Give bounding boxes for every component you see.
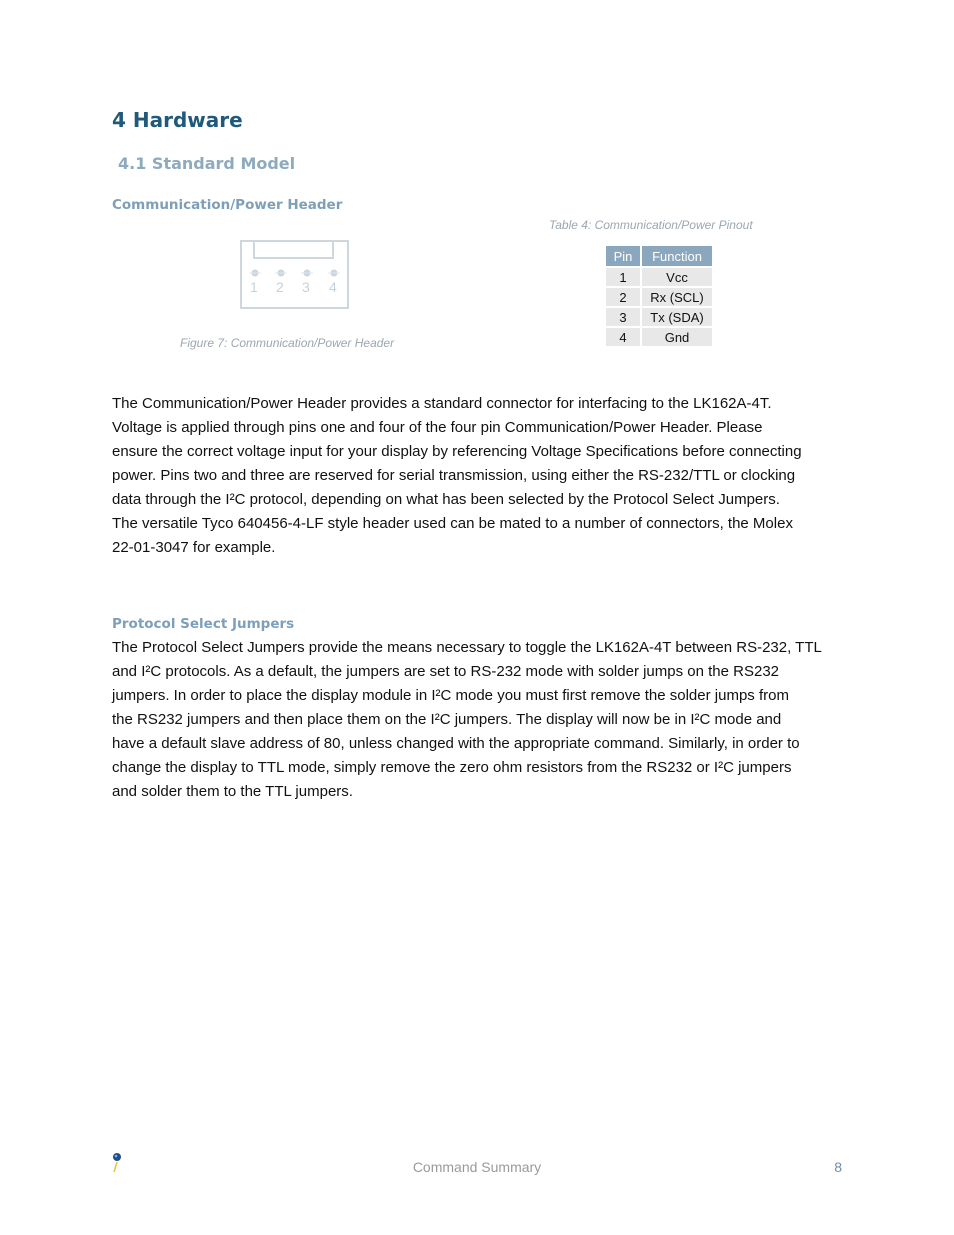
table-caption: Table 4: Communication/Power Pinout xyxy=(549,218,753,232)
table-row xyxy=(606,268,712,286)
paragraph-line: The Communication/Power Header provides a standard connector for interfacing to the LK162A-4T. xyxy=(112,395,772,412)
footer-title: Command Summary xyxy=(412,1159,542,1175)
pinout-table xyxy=(604,244,714,348)
table-cell-function: Tx (SDA) xyxy=(642,308,712,326)
page-number: 8 xyxy=(834,1159,842,1175)
protocol-jumpers-paragraph xyxy=(112,636,852,804)
paragraph-line: power. Pins two and three are reserved for serial transmission, using either the RS-232/TTL or clocking xyxy=(112,467,796,484)
table-header-cell: Function xyxy=(642,246,712,266)
paragraph-line: have a default slave address of 80, unless changed with the appropriate command. Similarly, in order to xyxy=(112,735,800,752)
pin-label: 3 xyxy=(302,279,310,295)
table-cell-function: Rx (SCL) xyxy=(642,288,712,306)
paragraph-line: and I²C protocols. As a default, the jumpers are set to RS-232 mode with solder jumps on the RS232 xyxy=(112,663,780,680)
paragraph-line: data through the I²C protocol, depending on what has been selected by the Protocol Select Jumpers. xyxy=(112,491,780,508)
table-cell-pin: 2 xyxy=(606,288,640,306)
table-header-row xyxy=(606,246,712,266)
figure-caption: Figure 7: Communication/Power Header xyxy=(180,336,395,350)
paragraph-line: jumpers. In order to place the display module in I²C mode you must first remove the solder jumps from xyxy=(112,687,789,704)
table-row xyxy=(606,308,712,326)
pin-label: 1 xyxy=(250,279,258,295)
paragraph-line: The versatile Tyco 640456-4-LF style header used can be mated to a number of connectors, the Molex xyxy=(112,515,793,532)
table-row xyxy=(606,328,712,346)
paragraph-line: change the display to TTL mode, simply remove the zero ohm resistors from the RS232 or I²C jumpers xyxy=(112,759,792,776)
section-heading: 4.1 Standard Model xyxy=(118,154,296,173)
paragraph-line: 22-01-3047 for example. xyxy=(112,539,276,556)
subsection-heading-protocol-jumpers: Protocol Select Jumpers xyxy=(112,616,295,632)
paragraph-line: and solder them to the TTL jumpers. xyxy=(112,783,353,800)
table-cell-function: Gnd xyxy=(642,328,712,346)
paragraph-line: Voltage is applied through pins one and four of the four pin Communication/Power Header. Please xyxy=(112,419,763,436)
table-header-cell: Pin xyxy=(606,246,640,266)
paragraph-line: The Protocol Select Jumpers provide the means necessary to toggle the LK162A-4T between RS-232, TTL xyxy=(112,639,822,656)
connector-header-icon xyxy=(238,238,352,312)
table-cell-function: Vcc xyxy=(642,268,712,286)
table-cell-pin: 3 xyxy=(606,308,640,326)
table-cell-pin: 1 xyxy=(606,268,640,286)
pinout-table-wrap xyxy=(604,244,714,348)
page-heading: 4 Hardware xyxy=(112,108,243,132)
table-cell-pin: 4 xyxy=(606,328,640,346)
pin-label: 2 xyxy=(276,279,284,295)
connector-figure xyxy=(238,238,352,312)
pin-label: 4 xyxy=(329,279,337,295)
paragraph-line: the RS232 jumpers and then place them on the I²C jumpers. The display will now be in I²C mode and xyxy=(112,711,782,728)
subsection-heading-power-header: Communication/Power Header xyxy=(112,197,343,213)
table-row xyxy=(606,288,712,306)
paragraph-line: ensure the correct voltage input for your display by referencing Voltage Specifications before connecting xyxy=(112,443,802,460)
power-header-paragraph xyxy=(112,392,852,560)
